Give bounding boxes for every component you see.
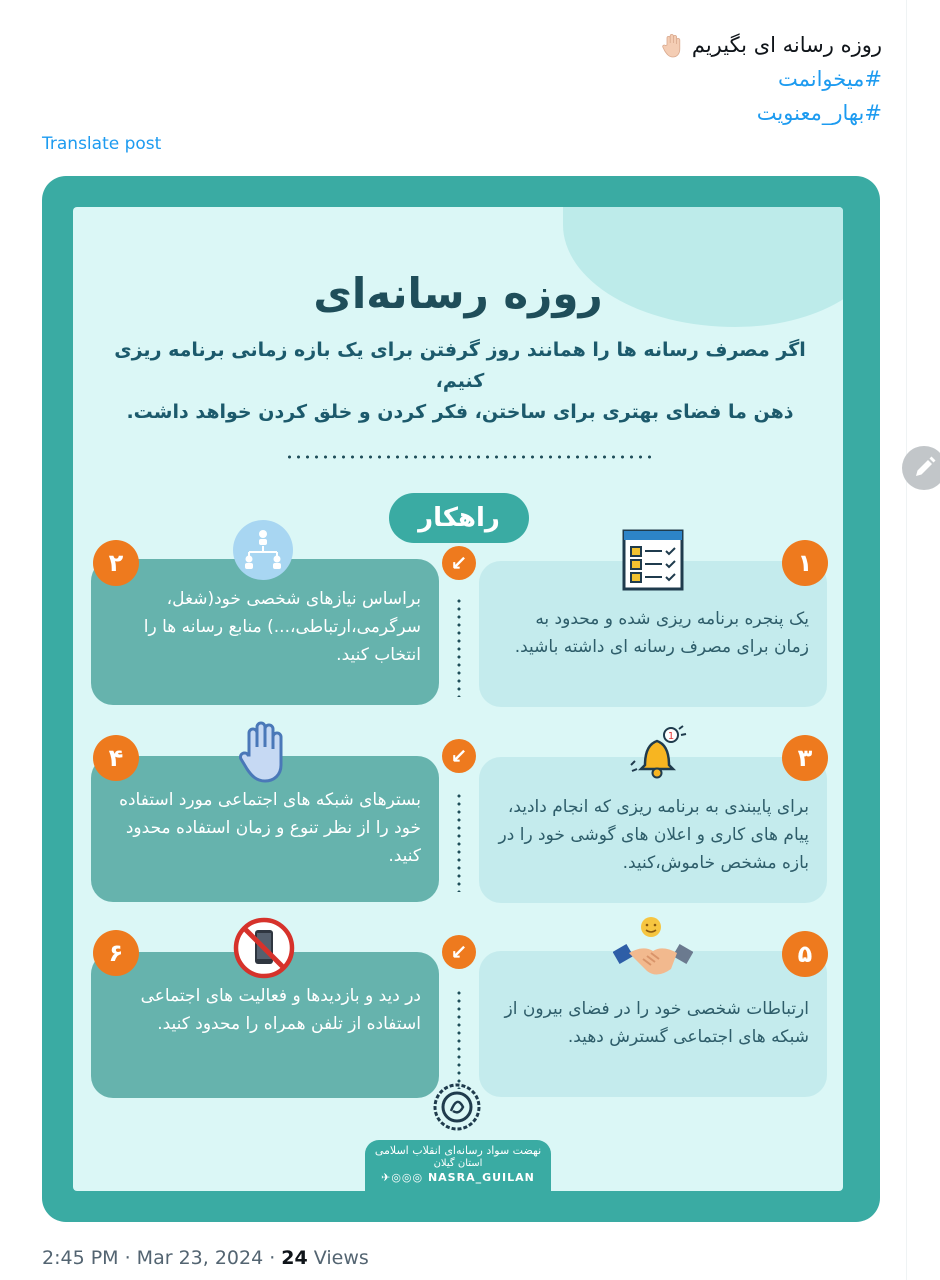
step-text: بسترهای شبکه های اجتماعی مورد استفاده خود را از نظر تنوع و زمان استفاده محدود کنید. xyxy=(119,790,421,866)
translate-post-link[interactable]: Translate post xyxy=(42,134,162,154)
checklist-icon xyxy=(622,529,684,591)
infographic-panel xyxy=(73,207,843,1191)
section-label: راهکار xyxy=(389,493,529,543)
pencil-icon xyxy=(902,446,940,490)
logo-handle xyxy=(365,1170,551,1186)
post-timestamp[interactable]: 2:45 PM · Mar 23, 2024 · xyxy=(42,1247,282,1269)
step-text: ارتباطات شخصی خود را در فضای بیرون از شبکه های اجتماعی گسترش دهید. xyxy=(504,999,809,1047)
logo-handle-text: NASRA_GUILAN xyxy=(427,1171,535,1184)
subtitle-line: ذهن ما فضای بهتری برای ساختن، فکر کردن و خلق کردن خواهد داشت. xyxy=(126,401,794,423)
step-number-2: ۲ xyxy=(93,540,139,586)
arrow-badge: ↙ xyxy=(442,739,476,773)
vertical-dotted-divider xyxy=(457,989,461,1089)
people-network-icon xyxy=(232,519,294,581)
step-number-5: ۵ xyxy=(782,931,828,977)
step-number-6: ۶ xyxy=(93,930,139,976)
infographic-subtitle xyxy=(103,335,817,428)
step-text: یک پنجره برنامه ریزی شده و محدود به زمان برای مصرف رسانه ای داشته باشید. xyxy=(514,609,809,657)
infographic-title: روزه رسانه‌ای xyxy=(313,269,603,318)
subtitle-line: اگر مصرف رسانه ها را همانند روز گرفتن برای یک بازه زمانی برنامه ریزی کنیم، xyxy=(114,339,806,392)
hand-stop-icon xyxy=(239,721,297,785)
logo-line: استان گیلان xyxy=(433,1158,483,1169)
bell-icon xyxy=(629,721,689,783)
infographic-image[interactable] xyxy=(42,176,880,1222)
logo-line: نهضت سواد رسانه‌ای انقلاب اسلامی xyxy=(374,1144,542,1157)
step-text: در دید و بازدیدها و فعالیت های اجتماعی استفاده از تلفن همراه را محدود کنید. xyxy=(140,986,421,1034)
social-icons: ✈◎◎◎ xyxy=(381,1171,428,1184)
step-number-3: ۳ xyxy=(782,735,828,781)
tweet-line: روزه رسانه ای بگیریم xyxy=(691,33,882,57)
arrow-badge: ↙ xyxy=(442,935,476,969)
views-count: 24 xyxy=(281,1247,308,1269)
handshake-icon xyxy=(613,913,693,983)
vertical-dotted-divider xyxy=(457,597,461,697)
post-metadata xyxy=(42,1247,369,1269)
organization-logo xyxy=(365,1140,551,1191)
hashtag-link[interactable]: #بهار_معنویت xyxy=(756,101,882,125)
arrow-badge: ↙ xyxy=(442,546,476,580)
no-phone-icon xyxy=(233,917,295,979)
views-label: Views xyxy=(307,1247,369,1269)
edit-button[interactable] xyxy=(902,446,940,490)
step-text: برای پایبندی به برنامه ریزی که انجام دادید، پیام های کاری و اعلان های گوشی خود را در بازه مشخص خاموش،کنید. xyxy=(498,797,809,873)
tweet-text xyxy=(182,28,882,130)
dotted-divider xyxy=(285,455,655,459)
step-text: براساس نیازهای شخصی خود(شغل، سرگرمی،ارتباطی،...) منابع رسانه ها را انتخاب کنید. xyxy=(143,589,421,665)
organization-seal-icon xyxy=(431,1081,483,1133)
step-number-1: ۱ xyxy=(782,540,828,586)
column-divider xyxy=(906,0,907,1280)
raised-hand-emoji xyxy=(661,33,685,59)
hashtag-link[interactable]: #میخوانمت xyxy=(777,67,882,91)
vertical-dotted-divider xyxy=(457,792,461,892)
step-number-4: ۴ xyxy=(93,735,139,781)
bell-badge-count: 1 xyxy=(667,731,675,742)
